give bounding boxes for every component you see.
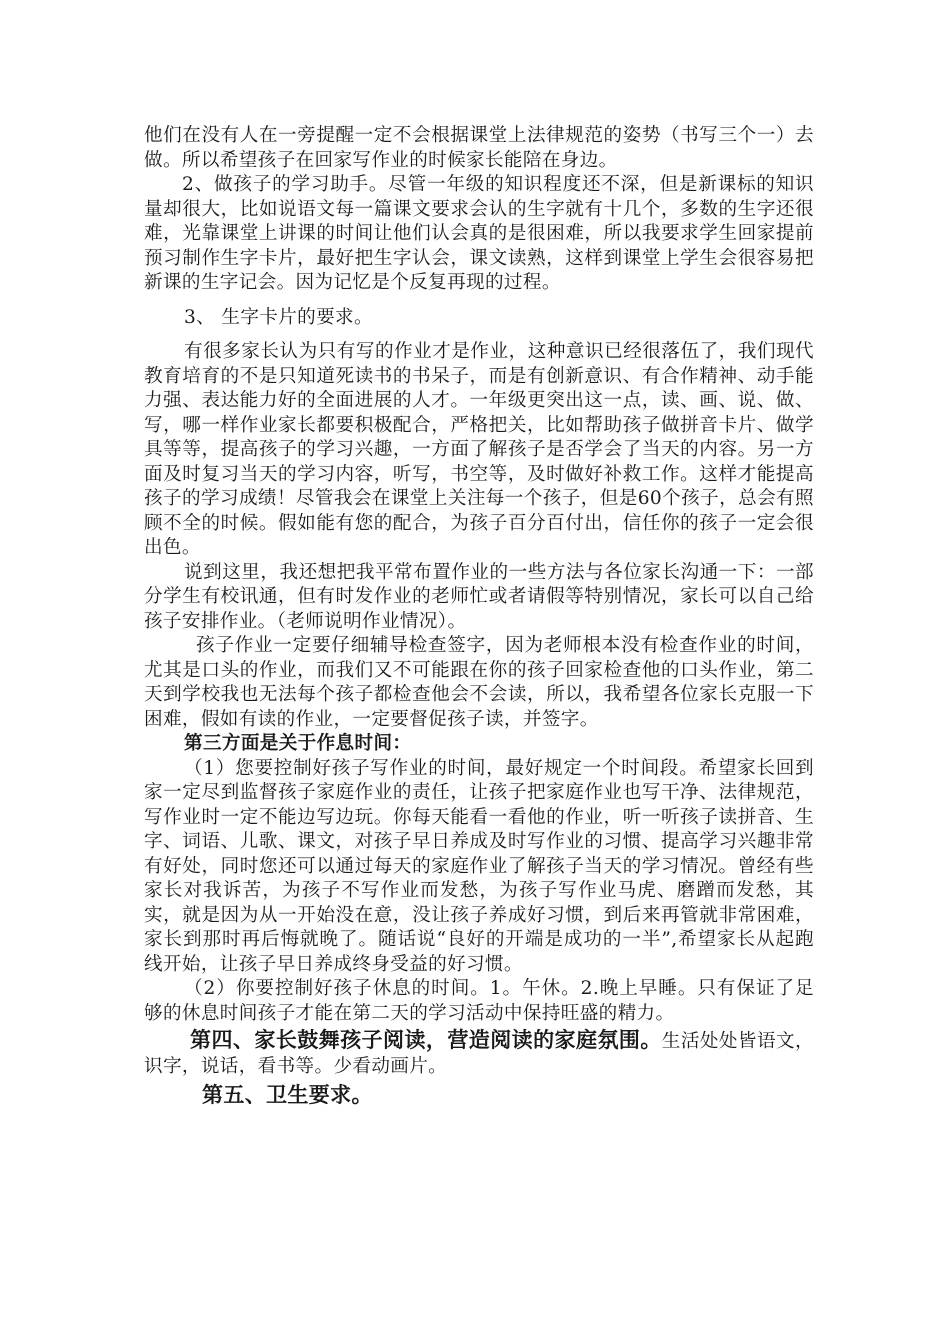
- document-body: [144, 124, 814, 1108]
- section-five-heading: 第五、卫生要求。: [202, 1082, 373, 1107]
- paragraph-2: 2、做孩子的学习助手。尽管一年级的知识程度还不深，但是新课标的知识量却很大，比如说语文每一篇课文要求会认的生字就有十几个，多数的生字还很难，光靠课堂上讲课的时间让他们认会真的是很困难，所以我要求学生回家提前预习制作生字卡片，最好把生字认会，课文读熟，这样到课堂上学生会很容易把新课的生字记会。因为记忆是个反复再现的过程。: [144, 174, 814, 293]
- section-four-paragraph: [144, 1028, 814, 1079]
- paragraph-4: 有很多家长认为只有写的作业才是作业，这种意识已经很落伍了，我们现代教育培育的不是只知道死读书的书呆子，而是有创新意识、有合作精神、动手能力强、表达能力好的全面进展的人才。一年级更突出这一点，读、画、说、做、写，哪一样作业家长都要积极配合，严格把关，比如帮助孩子做拼音卡片、做学具等等，提高孩子的学习兴趣，一方面了解孩子是否学会了当天的内容。另一方面及时复习当天的学习内容，听写，书空等，及时做好补救工作。这样才能提高孩子的学习成绩！尽管我会在课堂上关注每一个孩子，但是60个孩子，总会有照顾不全的时候。假如能有您的配合，为孩子百分百付出，信任你的孩子一定会很出色。: [144, 341, 814, 558]
- section-four-text: 生活处处皆语文，识字，说话，看书等。少看动画片。: [144, 1031, 814, 1077]
- section-three-heading: 第三方面是关于作息时间：: [184, 733, 412, 754]
- paragraph-5: 说到这里，我还想把我平常布置作业的一些方法与各位家长沟通一下：一部分学生有校讯通，但有时发作业的老师忙或者请假等特别情况，家长可以自己给孩子安排作业。（老师说明作业情况）。: [144, 561, 814, 632]
- section-four-heading: 第四、家长鼓舞孩子阅读，营造阅读的家庭氛围。: [190, 1027, 662, 1052]
- paragraph-8: （2）你要控制好孩子休息的时间。1。午休。2.晚上早睡。只有保证了足够的休息时间孩子才能在第二天的学习活动中保持旺盛的精力。: [144, 978, 814, 1024]
- paragraph-7: （1）您要控制好孩子写作业的时间，最好规定一个时间段。希望家长回到家一定尽到监督孩子家庭作业的责任，让孩子把家庭作业也写干净、法律规范，写作业时一定不能边写边玩。你每天能看一看他的作业，听一听孩子读拼音、生字、词语、儿歌、课文，对孩子早日养成及时写作业的习惯、提高学习兴趣非常有好处，同时您还可以通过每天的家庭作业了解孩子当天的学习情况。曾经有些家长对我诉苦，为孩子不写作业而发愁，为孩子写作业马虎、磨蹭而发愁，其实，就是因为从一开始没在意，没让孩子养成好习惯，到后来再管就非常困难，家长到那时再后悔就晚了。随话说“良好的开端是成功的一半”,希望家长从起跑线开始，让孩子早日养成终身受益的好习惯。: [144, 757, 814, 975]
- paragraph-3: 3、 生字卡片的要求。: [184, 306, 373, 328]
- spacer: [144, 296, 814, 306]
- paragraph-6: 孩子作业一定要仔细辅导检查签字，因为老师根本没有检查作业的时间，尤其是口头的作业，而我们又不可能跟在你的孩子回家检查他的口头作业，第二天到学校我也无法每个孩子都检查他会不会读，所以，我希望各位家长克服一下困难，假如有读的作业，一定要督促孩子读，并签字。: [144, 635, 814, 730]
- spacer: [144, 330, 814, 340]
- paragraph-1: 他们在没有人在一旁提醒一定不会根据课堂上法律规范的姿势（书写三个一）去做。所以希望孩子在回家写作业的时候家长能陪在身边。: [144, 125, 814, 171]
